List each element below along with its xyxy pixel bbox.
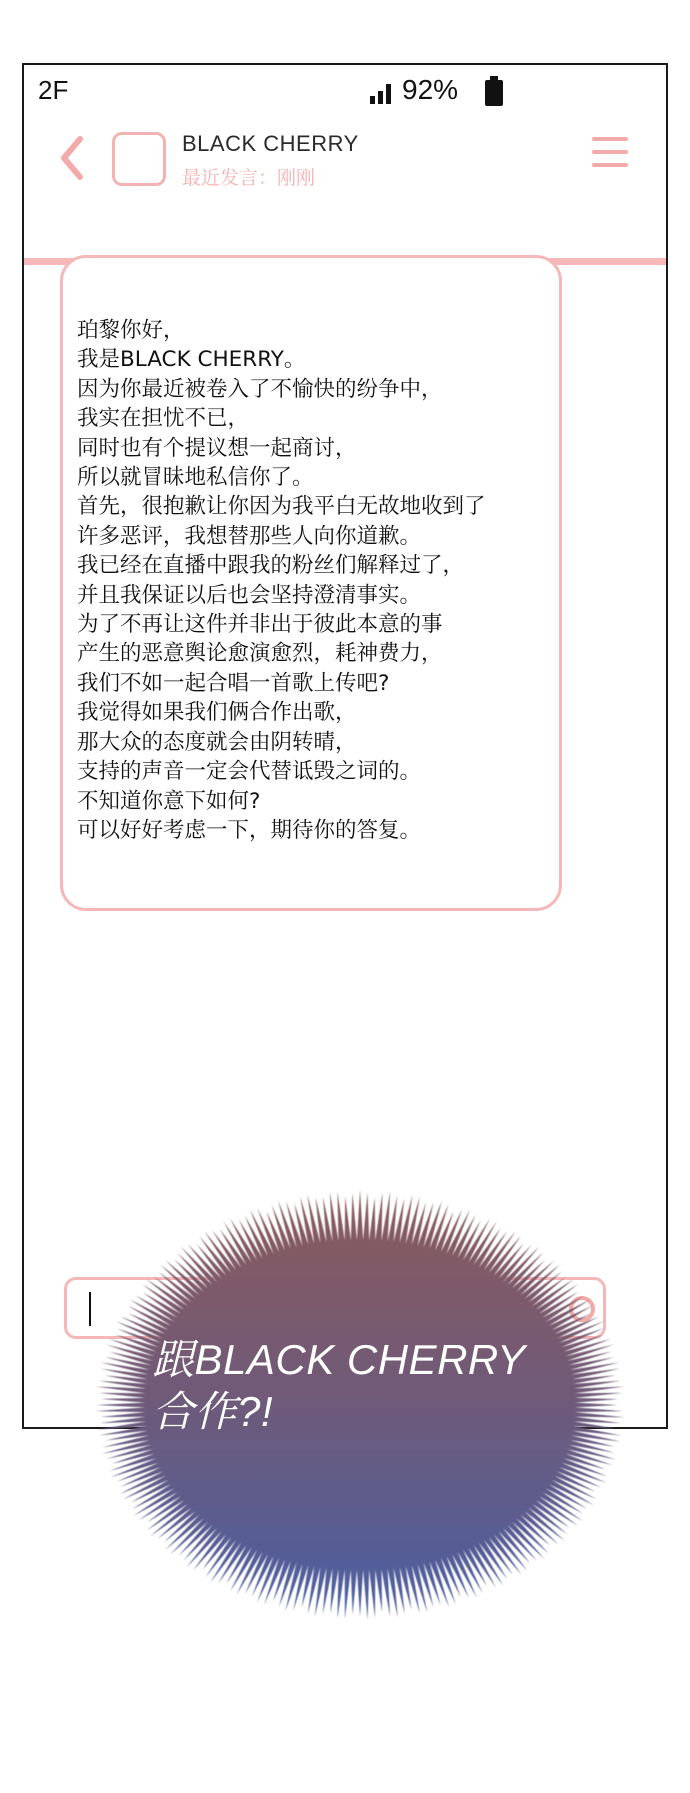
contact-name: BLACK CHERRY (182, 131, 359, 156)
message-line: 许多恶评，我想替那些人向你道歉。 (77, 523, 422, 549)
message-line: 首先，很抱歉让你因为我平白无故地收到了 (77, 494, 486, 520)
carrier-label: 2F (38, 75, 69, 105)
message-line: 我们不如一起合唱一首歌上传吧? (77, 670, 390, 696)
shout-line: 合作?! (152, 1388, 274, 1435)
message-line: 那大众的态度就会由阴转晴， (77, 729, 357, 755)
chevron-left-icon[interactable] (54, 133, 90, 183)
message-line: 珀黎你好， (77, 318, 185, 343)
message-line: 并且我保证以后也会坚持澄清事实。 (77, 582, 422, 608)
message-line: 所以就冒昧地私信你了。 (77, 465, 314, 491)
battery-percent: 92% (402, 74, 459, 105)
status-bar (24, 65, 666, 117)
message-line: 不知道你意下如何? (77, 788, 261, 814)
message-line: 支持的声音一定会代替诋毁之词的。 (77, 759, 422, 785)
last-seen-status: 最近发言：刚刚 (182, 167, 316, 189)
message-line: 我实在担忧不已， (77, 406, 250, 432)
shout-caption (152, 1334, 552, 1438)
message-bubble (60, 255, 562, 911)
avatar[interactable] (112, 132, 166, 186)
message-line: 因为你最近被卷入了不愉快的纷争中， (77, 376, 443, 402)
message-line: 同时也有个提议想一起商讨， (77, 435, 357, 461)
message-line: 产生的恶意舆论愈演愈烈，耗神费力， (77, 641, 443, 667)
message-line: 我已经在直播中跟我的粉丝们解释过了， (77, 553, 465, 579)
message-text (77, 316, 557, 845)
message-line: 可以好好考虑一下，期待你的答复。 (77, 817, 422, 843)
chat-header (24, 125, 666, 265)
message-line: 为了不再让这件并非出于彼此本意的事 (77, 612, 443, 638)
battery-icon (484, 76, 504, 106)
shout-line: 跟BLACK CHERRY (152, 1336, 526, 1383)
message-line: 我觉得如果我们俩合作出歌， (77, 700, 357, 726)
signal-icon (370, 82, 396, 104)
message-line: 我是BLACK CHERRY。 (77, 347, 306, 373)
hamburger-menu-icon[interactable] (586, 127, 636, 177)
